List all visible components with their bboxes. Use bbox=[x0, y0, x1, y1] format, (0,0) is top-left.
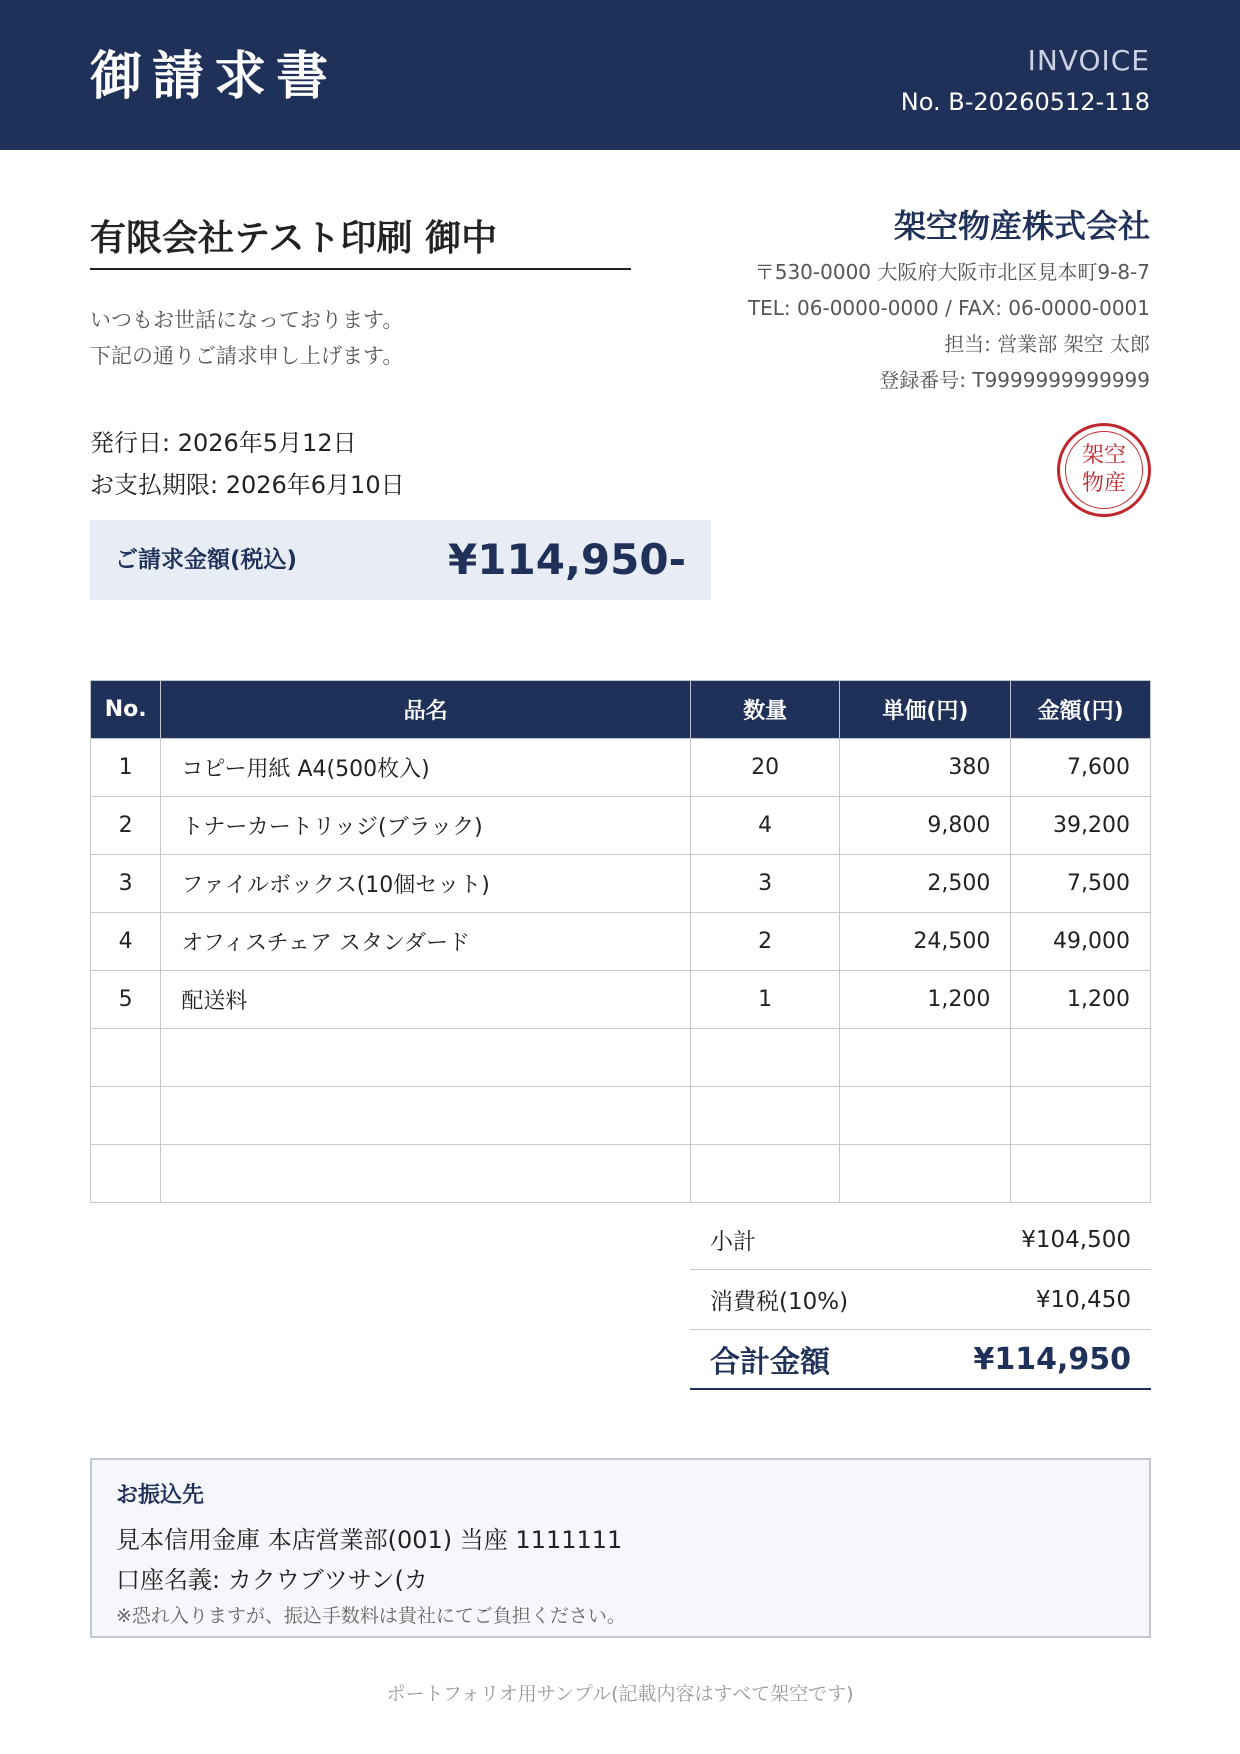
totals-block bbox=[690, 1210, 1151, 1390]
row-item-name: 配送料 bbox=[161, 971, 690, 1029]
row-amount: 1,200 bbox=[1011, 971, 1151, 1029]
row-quantity: 20 bbox=[690, 739, 840, 797]
issuer-address: 〒530-0000 大阪府大阪市北区見本町9-8-7 bbox=[754, 260, 1150, 284]
row-no: 2 bbox=[91, 797, 161, 855]
header-no: No. bbox=[91, 681, 161, 739]
line-items-body bbox=[91, 739, 1151, 1203]
line-items-table bbox=[90, 680, 1151, 1203]
header-unit-price: 単価(円) bbox=[840, 681, 1011, 739]
row-item-name bbox=[161, 1029, 690, 1087]
grand-total-label: 合計金額 bbox=[710, 1345, 830, 1380]
seal-text-line-2: 物産 bbox=[1081, 471, 1126, 496]
grand-total-value: ¥114,950 bbox=[973, 1341, 1131, 1377]
subtotal-row bbox=[690, 1210, 1151, 1270]
greeting-line-1: いつもお世話になっております。 bbox=[90, 308, 404, 332]
row-unit-price bbox=[840, 1145, 1011, 1203]
table-row bbox=[91, 739, 1151, 797]
footer-note: ポートフォリオ用サンプル(記載内容はすべて架空です) bbox=[386, 1683, 854, 1705]
tax-value: ¥10,450 bbox=[1035, 1286, 1131, 1313]
row-quantity: 1 bbox=[690, 971, 840, 1029]
issuer-company-name: 架空物産株式会社 bbox=[893, 207, 1150, 245]
row-item-name: コピー用紙 A4(500枚入) bbox=[161, 739, 690, 797]
row-amount: 7,600 bbox=[1011, 739, 1151, 797]
header-amount: 金額(円) bbox=[1011, 681, 1151, 739]
row-item-name: オフィスチェア スタンダード bbox=[161, 913, 690, 971]
table-row bbox=[91, 797, 1151, 855]
billing-amount-label: ご請求金額(税込) bbox=[115, 547, 298, 573]
row-item-name: ファイルボックス(10個セット) bbox=[161, 855, 690, 913]
table-row bbox=[91, 855, 1151, 913]
table-row bbox=[91, 971, 1151, 1029]
row-quantity: 3 bbox=[690, 855, 840, 913]
issue-date: 発行日: 2026年5月12日 bbox=[90, 429, 357, 457]
invoice-dates bbox=[90, 422, 405, 506]
greeting-text bbox=[90, 302, 403, 374]
billing-amount-box bbox=[90, 520, 711, 600]
row-no: 4 bbox=[91, 913, 161, 971]
issuer-phone-fax: TEL: 06-0000-0000 / FAX: 06-0000-0001 bbox=[747, 296, 1150, 320]
billing-amount-value: ¥114,950- bbox=[448, 535, 686, 584]
company-seal-stamp bbox=[1057, 423, 1151, 517]
row-item-name bbox=[161, 1087, 690, 1145]
seal-text-line-1: 架空 bbox=[1081, 443, 1126, 468]
row-amount bbox=[1011, 1029, 1151, 1087]
header-item-name: 品名 bbox=[161, 681, 690, 739]
table-row bbox=[91, 913, 1151, 971]
recipient-name: 有限会社テスト印刷 御中 bbox=[90, 216, 631, 270]
invoice-label: INVOICE bbox=[1027, 44, 1150, 77]
row-quantity: 2 bbox=[690, 913, 840, 971]
row-amount: 49,000 bbox=[1011, 913, 1151, 971]
row-quantity bbox=[690, 1145, 840, 1203]
table-row-empty bbox=[91, 1029, 1151, 1087]
row-unit-price bbox=[840, 1029, 1011, 1087]
row-unit-price: 9,800 bbox=[840, 797, 1011, 855]
issuer-contact: 担当: 営業部 架空 太郎 bbox=[944, 332, 1150, 356]
header-row bbox=[91, 681, 1151, 739]
row-no: 3 bbox=[91, 855, 161, 913]
tax-label: 消費税(10%) bbox=[710, 1289, 849, 1315]
row-amount bbox=[1011, 1087, 1151, 1145]
issuer-block bbox=[748, 204, 1150, 398]
row-unit-price: 1,200 bbox=[840, 971, 1011, 1029]
table-row-empty bbox=[91, 1087, 1151, 1145]
row-amount: 7,500 bbox=[1011, 855, 1151, 913]
subtotal-label: 小計 bbox=[710, 1229, 756, 1255]
row-quantity bbox=[690, 1029, 840, 1087]
row-unit-price bbox=[840, 1087, 1011, 1145]
issuer-registration-number: 登録番号: T9999999999999 bbox=[879, 368, 1150, 392]
document-title: 御請求書 bbox=[90, 47, 339, 107]
header-quantity: 数量 bbox=[690, 681, 840, 739]
row-quantity bbox=[690, 1087, 840, 1145]
row-item-name: トナーカートリッジ(ブラック) bbox=[161, 797, 690, 855]
row-quantity: 4 bbox=[690, 797, 840, 855]
row-no: 1 bbox=[91, 739, 161, 797]
row-no bbox=[91, 1145, 161, 1203]
line-items-header bbox=[91, 681, 1151, 739]
row-no bbox=[91, 1087, 161, 1145]
bank-fee-note: ※恐れ入りますが、振込手数料は貴社にてご負担ください。 bbox=[116, 1605, 626, 1627]
invoice-header bbox=[0, 0, 1240, 150]
row-unit-price: 24,500 bbox=[840, 913, 1011, 971]
row-amount bbox=[1011, 1145, 1151, 1203]
bank-account-info: 見本信用金庫 本店営業部(001) 当座 1111111 bbox=[116, 1526, 623, 1554]
row-no: 5 bbox=[91, 971, 161, 1029]
row-no bbox=[91, 1029, 161, 1087]
bank-transfer-title: お振込先 bbox=[116, 1483, 205, 1508]
seal-inner-ring bbox=[1065, 431, 1143, 509]
subtotal-value: ¥104,500 bbox=[1021, 1226, 1131, 1253]
tax-row bbox=[690, 1270, 1151, 1330]
row-unit-price: 2,500 bbox=[840, 855, 1011, 913]
grand-total-row bbox=[690, 1330, 1151, 1390]
bank-transfer-box bbox=[90, 1458, 1151, 1638]
table-row-empty bbox=[91, 1145, 1151, 1203]
row-item-name bbox=[161, 1145, 690, 1203]
row-amount: 39,200 bbox=[1011, 797, 1151, 855]
row-unit-price: 380 bbox=[840, 739, 1011, 797]
invoice-number: No. B-20260512-118 bbox=[900, 88, 1150, 116]
greeting-line-2: 下記の通りご請求申し上げます。 bbox=[90, 344, 404, 368]
bank-account-holder: 口座名義: カクウブツサン(カ bbox=[116, 1566, 428, 1594]
due-date: お支払期限: 2026年6月10日 bbox=[90, 471, 405, 499]
